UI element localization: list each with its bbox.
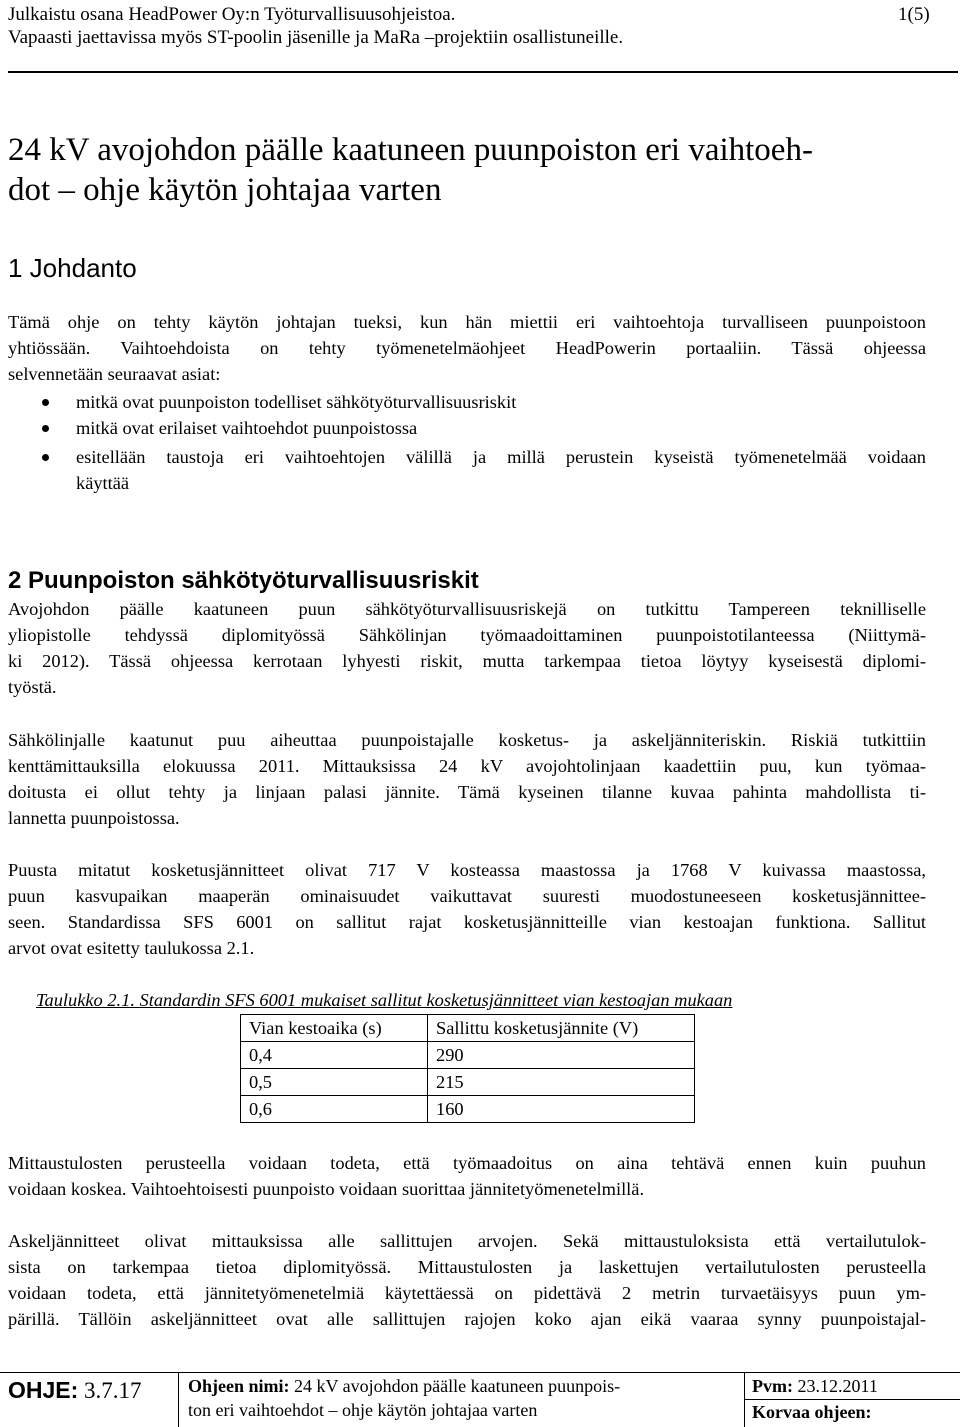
paragraph-line: yhtiössään. Vaihtoehdoista on tehty työmenetelmäohjeet HeadPowerin portaaliin. Tässä ohjeessa [8, 338, 926, 358]
section-heading-1: 1 Johdanto [8, 253, 137, 283]
table-header-cell: Vian kestoaika (s) [241, 1015, 428, 1042]
paragraph-line: pärillä. Tällöin askeljännitteet ovat alle sallittujen rajojen koko ajan eikä vaaraa synny puunpoistajal- [8, 1309, 926, 1329]
paragraph-line: yliopistolle tehdyssä diplomityössä Sähkölinjan työmaadoittaminen puunpoistotilanteessa (Niittymä- [8, 625, 926, 645]
table-cell: 0,4 [241, 1042, 428, 1069]
paragraph-line: voidaan todeta, että jännitetyömenetelmiä käytettäessä on pidettävä 2 metrin turvaetäisyys puun ym- [8, 1283, 926, 1303]
bullet-marker [42, 399, 49, 406]
header-line-1: Julkaistu osana HeadPower Oy:n Työturvallisuusohjeistoa. [8, 4, 456, 25]
table-row [241, 1096, 695, 1123]
footer [0, 1372, 960, 1427]
footer-code [8, 1377, 142, 1404]
footer-code-label: OHJE: [8, 1377, 79, 1403]
paragraph-line: doitusta ei ollut tehty ja linjaan palasi jännite. Tämä kyseinen tilanne kuvaa pahinta mahdollista ti- [8, 782, 926, 802]
bullet-item: mitkä ovat erilaiset vaihtoehdot puunpoistossa [76, 418, 418, 438]
footer-divider [744, 1399, 960, 1400]
paragraph-line: Avojohdon päälle kaatuneen puun sähkötyöturvallisuusriskejä on tutkittu Tampereen teknilliselle [8, 599, 926, 619]
footer-code-value: 3.7.17 [84, 1378, 142, 1403]
bullet-marker [42, 454, 49, 461]
footer-divider [178, 1372, 179, 1427]
paragraph-line: työstä. [8, 677, 57, 697]
footer-date-value: 23.12.2011 [797, 1376, 878, 1396]
paragraph-line: Tämä ohje on tehty käytön johtajan tueksi, kun hän miettii eri vaihtoehtoja turvalliseen puunpoistoon [8, 312, 926, 332]
paragraph-line: arvot ovat esitetty taulukossa 2.1. [8, 938, 255, 958]
page-title-line-2: dot – ohje käytön johtajaa varten [8, 172, 442, 208]
table-header-row [241, 1015, 695, 1042]
section-heading-2: 2 Puunpoiston sähkötyöturvallisuusriskit [8, 567, 479, 594]
footer-top-border [0, 1372, 960, 1373]
paragraph-line: Puusta mitatut kosketusjännitteet olivat 717 V kosteassa maastossa ja 1768 V kuivassa maastossa, [8, 860, 926, 880]
table-row [241, 1069, 695, 1096]
table-cell: 0,5 [241, 1069, 428, 1096]
paragraph-line: kenttämittauksilla elokuussa 2011. Mittauksissa 24 kV avojohtolinjaan kaadettiin puu, kun työmaa- [8, 756, 926, 776]
footer-date-label: Pvm: [752, 1376, 793, 1396]
paragraph-line: Sähkölinjalle kaatunut puu aiheuttaa puunpoistajalle kosketus- ja askeljänniteriskin. Riskiä tutkittiin [8, 730, 926, 750]
header-line-2: Vapaasti jaettavissa myös ST-poolin jäsenille ja MaRa –projektiin osallistuneille. [8, 27, 624, 48]
paragraph-line: selvennetään seuraavat asiat: [8, 364, 221, 384]
footer-name-label: Ohjeen nimi: [188, 1376, 290, 1396]
bullet-item-continuation: käyttää [76, 473, 130, 493]
footer-name-value-1: 24 kV avojohdon päälle kaatuneen puunpois- [294, 1376, 621, 1396]
header-divider [8, 71, 958, 73]
table-cell: 160 [428, 1096, 695, 1123]
footer-name-value-2: ton eri vaihtoehdot – ohje käytön johtajaa varten [188, 1400, 538, 1420]
table-header-cell: Sallittu kosketusjännite (V) [428, 1015, 695, 1042]
bullet-item: mitkä ovat puunpoiston todelliset sähkötyöturvallisuusriskit [76, 392, 517, 412]
paragraph-line: lannetta puunpoistossa. [8, 808, 180, 828]
bullet-marker [42, 425, 49, 432]
bullet-item: esitellään taustoja eri vaihtoehtojen välillä ja millä perustein kyseistä työmenetelmää voidaan [76, 447, 926, 467]
table-cell: 0,6 [241, 1096, 428, 1123]
paragraph-line: puun kasvupaikan maaperän ominaisuudet vaikuttavat suuresti muodostuneeseen kosketusjännittee- [8, 886, 926, 906]
table-row [241, 1042, 695, 1069]
page-title-line-1: 24 kV avojohdon päälle kaatuneen puunpoiston eri vaihtoeh- [8, 132, 813, 168]
table-cell: 215 [428, 1069, 695, 1096]
page-number: 1(5) [898, 4, 930, 25]
paragraph-line: Mittaustulosten perusteella voidaan todeta, että työmaadoitus on aina tehtävä ennen kuin puuhun [8, 1153, 926, 1173]
footer-name-line-1 [188, 1376, 620, 1397]
paragraph-line: Askeljännitteet olivat mittauksissa alle sallittujen arvojen. Sekä mittaustuloksista että vertailutulok- [8, 1231, 926, 1251]
footer-date [752, 1376, 878, 1397]
footer-replaces-label: Korvaa ohjeen: [752, 1402, 872, 1422]
paragraph-line: sista on tarkempaa tietoa diplomityössä. Mittaustulosten ja laskettujen vertailutulosten perusteella [8, 1257, 926, 1277]
paragraph-line: voidaan koskea. Vaihtoehtoisesti puunpoisto voidaan suorittaa jännitetyömenetelmillä. [8, 1179, 645, 1199]
paragraph-line: ki 2012). Tässä ohjeessa kerrotaan lyhyesti riskit, mutta tarkempaa tietoa löytyy kyseisestä diplomi- [8, 651, 926, 671]
values-table [240, 1014, 695, 1123]
table-caption: Taulukko 2.1. Standardin SFS 6001 mukaiset sallitut kosketusjännitteet vian kestoajan mukaan [36, 990, 733, 1010]
table-cell: 290 [428, 1042, 695, 1069]
paragraph-line: seen. Standardissa SFS 6001 on sallitut rajat kosketusjännitteille vian kestoajan funktiona. Sallitut [8, 912, 926, 932]
